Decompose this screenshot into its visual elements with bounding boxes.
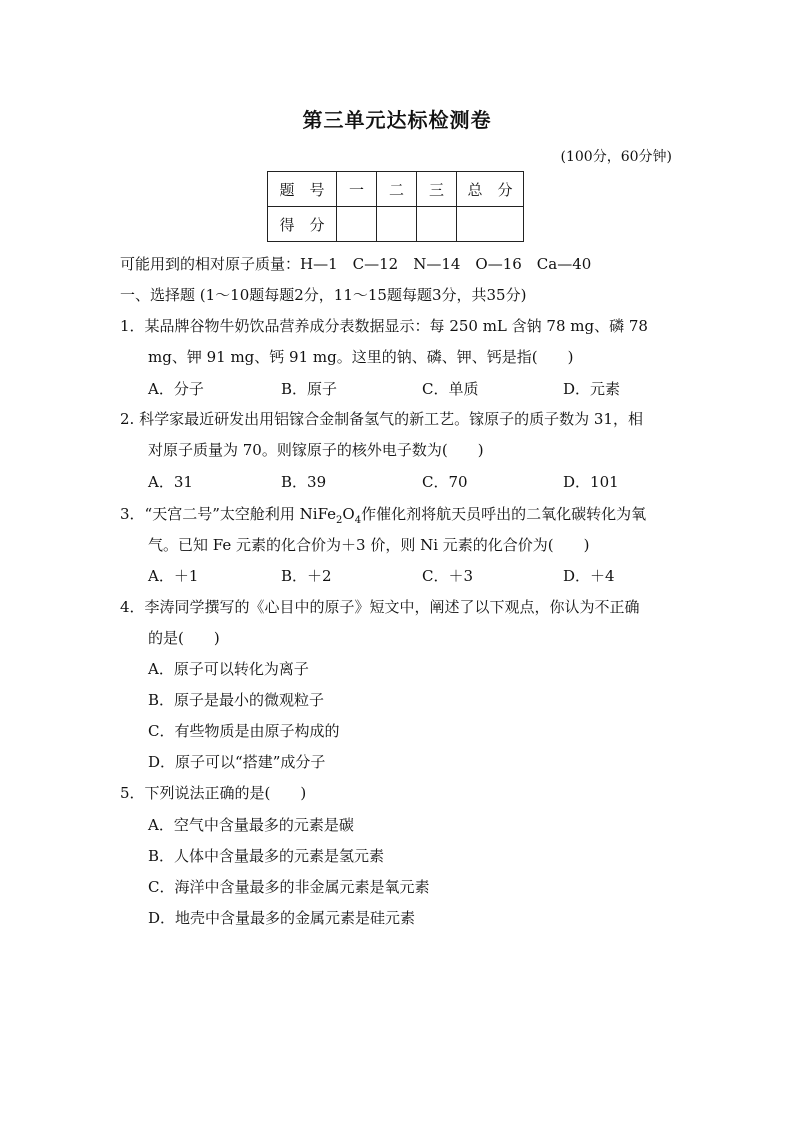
score-table-col-1: 一 [337, 172, 377, 207]
q3-option-c[interactable]: C．＋3 [422, 567, 474, 585]
score-cell-total[interactable] [457, 207, 524, 242]
q3-option-d[interactable]: D．＋4 [563, 567, 615, 585]
q3-subscript-4: 4 [354, 515, 362, 526]
q4-line1: 4．李涛同学撰写的《心目中的原子》短文中，阐述了以下观点，你认为不正确 [120, 598, 640, 616]
score-table-score-row [268, 207, 524, 242]
q2-option-c[interactable]: C．70 [422, 473, 468, 491]
score-cell-3[interactable] [417, 207, 457, 242]
q4-option-b[interactable]: B．原子是最小的微观粒子 [148, 691, 325, 709]
score-table-total-col: 总 分 [457, 172, 524, 207]
q5-line1: 5．下列说法正确的是( ) [120, 784, 307, 802]
q5-option-a[interactable]: A．空气中含量最多的元素是碳 [148, 816, 354, 834]
score-table-score-label: 得 分 [268, 207, 337, 242]
atomic-masses: 可能用到的相对原子质量：H—1 C—12 N—14 O—16 Ca—40 [120, 255, 592, 273]
q1-line1: 1．某品牌谷物牛奶饮品营养成分表数据显示：每 250 mL 含钠 78 mg、磷 78 [120, 317, 648, 335]
q1-option-d[interactable]: D．元素 [563, 380, 621, 398]
q4-option-c[interactable]: C．有些物质是由原子构成的 [148, 722, 340, 740]
time-info: (100分，60分钟) [560, 149, 672, 165]
q3-option-b[interactable]: B．＋2 [281, 567, 332, 585]
q4-option-a[interactable]: A．原子可以转化为离子 [148, 660, 309, 678]
q5-option-b[interactable]: B．人体中含量最多的元素是氢元素 [148, 847, 385, 865]
q2-line2: 对原子质量为 70。则镓原子的核外电子数为( ) [148, 441, 484, 459]
score-table-label-cell: 题 号 [268, 172, 337, 207]
q3-option-a[interactable]: A．＋1 [148, 567, 199, 585]
q3-line1-text-a: 3．“天宫二号”太空舱利用 NiFe [120, 505, 337, 523]
q2-option-a[interactable]: A．31 [148, 473, 193, 491]
q4-option-d[interactable]: D．原子可以“搭建”成分子 [148, 753, 326, 771]
q2-option-b[interactable]: B．39 [281, 473, 327, 491]
q3-line2: 气。已知 Fe 元素的化合价为＋3 价，则 Ni 元素的化合价为( ) [148, 536, 590, 554]
score-table [267, 171, 524, 242]
q1-option-b[interactable]: B．原子 [281, 380, 338, 398]
q1-option-a[interactable]: A．分子 [148, 380, 204, 398]
page-title: 第三单元达标检测卷 [302, 108, 492, 132]
q5-option-c[interactable]: C．海洋中含量最多的非金属元素是氧元素 [148, 878, 430, 896]
q3-subscript-2: 2 [336, 515, 343, 526]
q3-line1 [120, 504, 646, 524]
q4-line2: 的是( ) [148, 629, 220, 647]
score-cell-1[interactable] [337, 207, 377, 242]
score-table-col-3: 三 [417, 172, 457, 207]
q3-line1-text-o: O [342, 505, 355, 523]
score-table-header-row [268, 172, 524, 207]
q5-option-d[interactable]: D．地壳中含量最多的金属元素是硅元素 [148, 909, 416, 927]
section1-header: 一、选择题 (1～10题每题2分，11～15题每题3分，共35分) [120, 286, 527, 304]
q3-line1-text-b: 作催化剂将航天员呼出的二氧化碳转化为氧 [361, 505, 647, 523]
q2-line1: 2. 科学家最近研发出用铝镓合金制备氢气的新工艺。镓原子的质子数为 31，相 [120, 410, 643, 428]
score-cell-2[interactable] [377, 207, 417, 242]
q1-option-c[interactable]: C．单质 [422, 380, 479, 398]
q1-line2: mg、钾 91 mg、钙 91 mg。这里的钠、磷、钾、钙是指( ) [148, 348, 574, 366]
score-table-col-2: 二 [377, 172, 417, 207]
q2-option-d[interactable]: D．101 [563, 473, 619, 491]
